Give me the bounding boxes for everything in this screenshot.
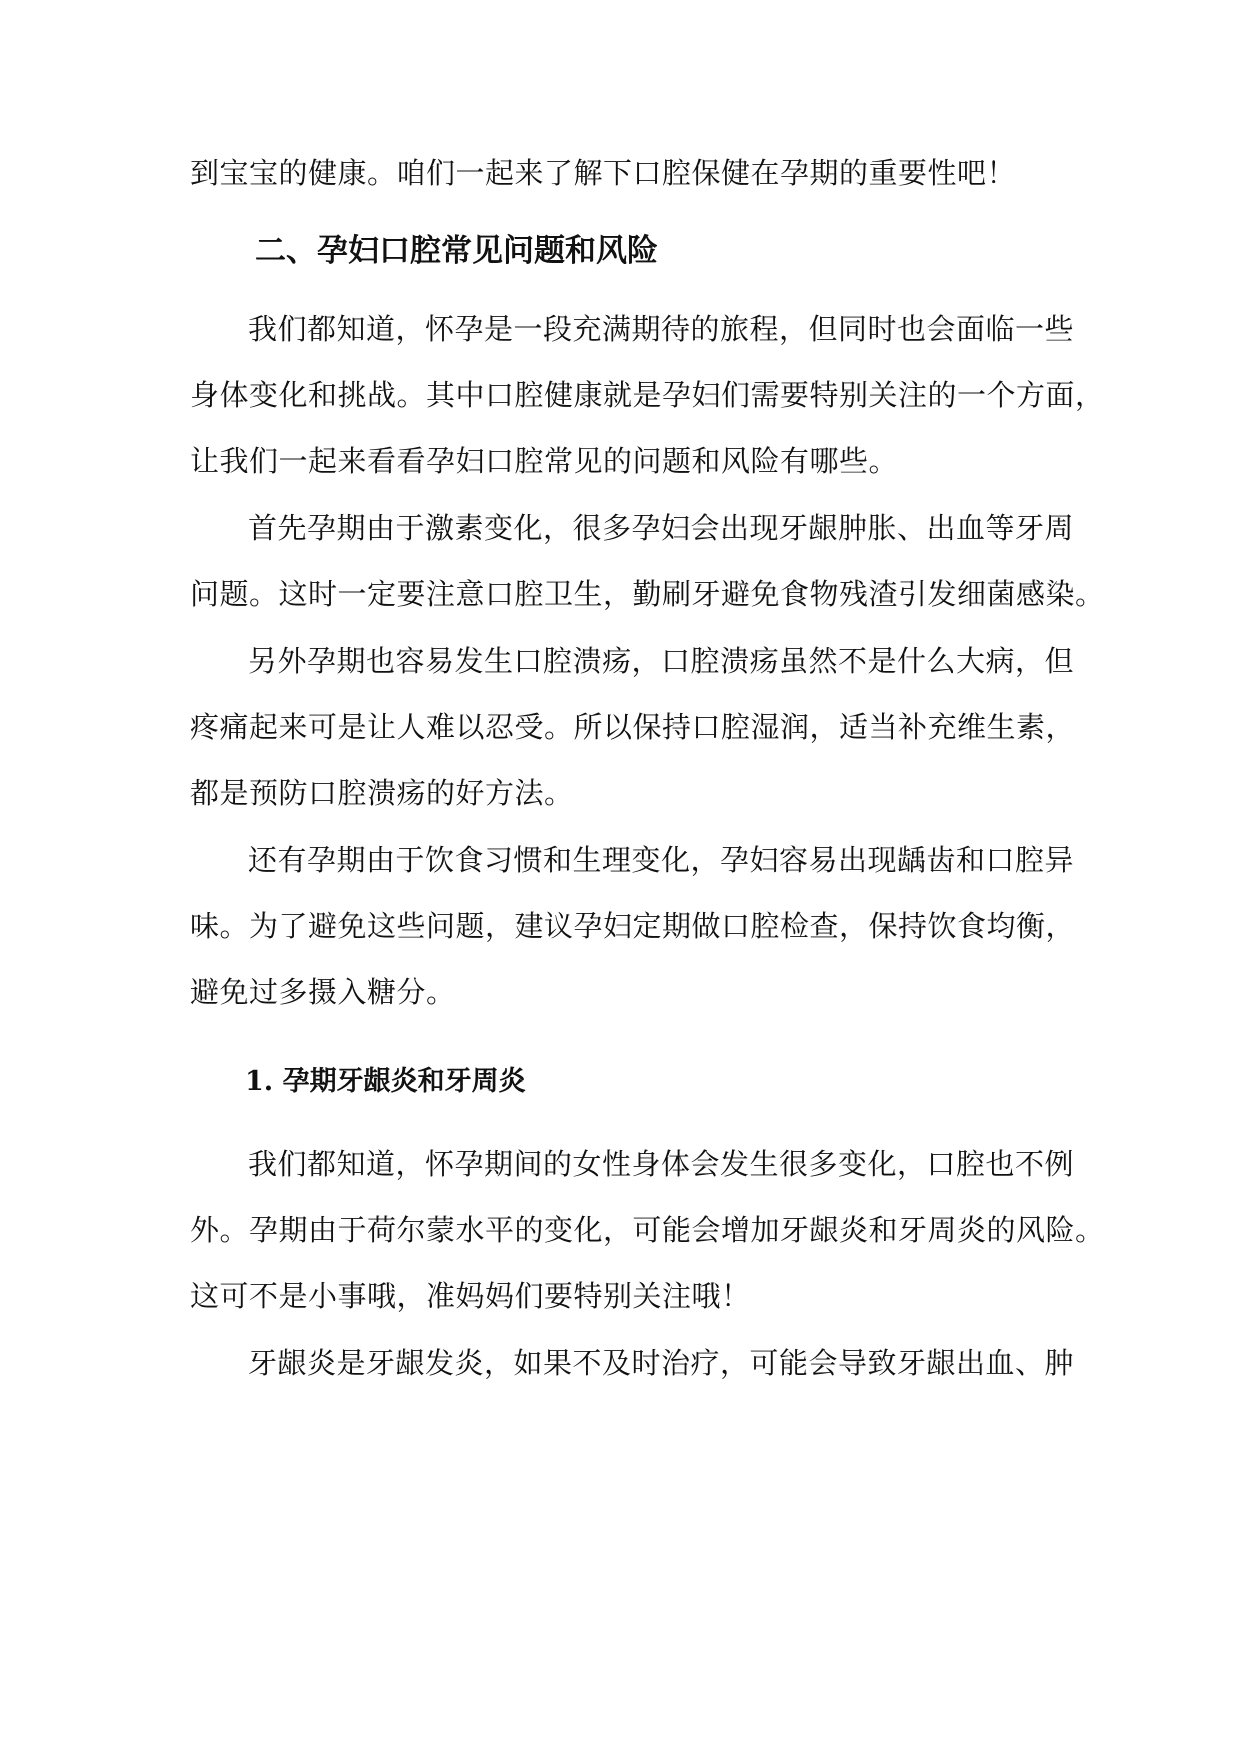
paragraph-line: 问题。这时一定要注意口腔卫生，勤刷牙避免食物残渣引发细菌感染。 xyxy=(190,577,1105,611)
paragraph-line: 到宝宝的健康。咱们一起来了解下口腔保健在孕期的重要性吧！ xyxy=(190,156,1017,190)
paragraph-line: 疼痛起来可是让人难以忍受。所以保持口腔湿润，适当补充维生素， xyxy=(190,710,1076,744)
paragraph-line: 牙龈炎是牙龈发炎，如果不及时治疗，可能会导致牙龈出血、肿 xyxy=(248,1346,1075,1380)
paragraph-line: 让我们一起来看看孕妇口腔常见的问题和风险有哪些。 xyxy=(190,444,899,478)
paragraph-line: 外。孕期由于荷尔蒙水平的变化，可能会增加牙龈炎和牙周炎的风险。 xyxy=(190,1213,1105,1247)
paragraph-line: 另外孕期也容易发生口腔溃疡，口腔溃疡虽然不是什么大病，但 xyxy=(248,644,1075,678)
subsection-heading: 1. 孕期牙龈炎和牙周炎 xyxy=(245,1066,526,1097)
paragraph-line: 这可不是小事哦，准妈妈们要特别关注哦！ xyxy=(190,1279,751,1313)
paragraph-line: 身体变化和挑战。其中口腔健康就是孕妇们需要特别关注的一个方面， xyxy=(190,378,1105,412)
paragraph-line: 我们都知道，怀孕是一段充满期待的旅程，但同时也会面临一些 xyxy=(248,312,1075,346)
paragraph-line: 还有孕期由于饮食习惯和生理变化，孕妇容易出现龋齿和口腔异 xyxy=(248,843,1075,877)
paragraph-line: 我们都知道，怀孕期间的女性身体会发生很多变化，口腔也不例 xyxy=(248,1147,1075,1181)
section-heading: 二、孕妇口腔常见问题和风险 xyxy=(255,233,658,269)
paragraph-line: 都是预防口腔溃疡的好方法。 xyxy=(190,776,574,810)
paragraph-line: 味。为了避免这些问题，建议孕妇定期做口腔检查，保持饮食均衡， xyxy=(190,909,1076,943)
paragraph-line: 避免过多摄入糖分。 xyxy=(190,975,456,1009)
paragraph-line: 首先孕期由于激素变化，很多孕妇会出现牙龈肿胀、出血等牙周 xyxy=(248,511,1075,545)
